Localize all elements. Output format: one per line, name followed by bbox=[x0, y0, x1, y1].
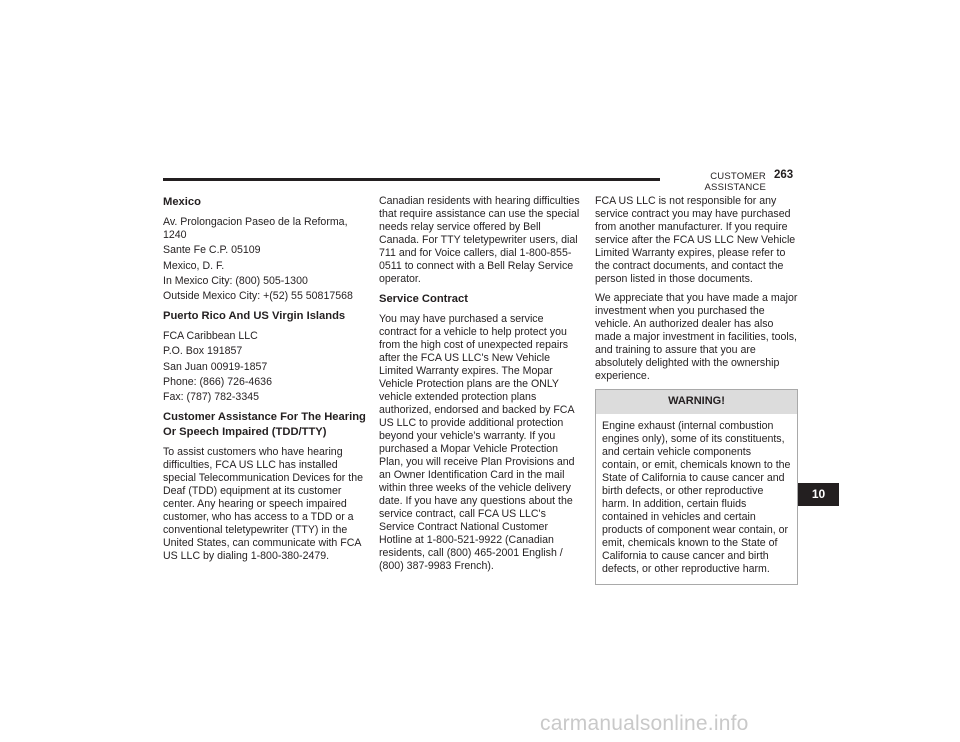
phone-line: Phone: (866) 726-4636 bbox=[163, 376, 272, 389]
address-line: San Juan 00919-1857 bbox=[163, 360, 268, 373]
phone-line: In Mexico City: (800) 505-1300 bbox=[163, 274, 308, 287]
section-title: CUSTOMER ASSISTANCE bbox=[704, 171, 766, 193]
header-rule bbox=[163, 178, 660, 181]
address-line: FCA Caribbean LLC bbox=[163, 330, 258, 343]
canadian-relay-paragraph: Canadian residents with hearing difficulties that require assistance can use the special needs relay service offered by Bell Canada. For TTY teletypewriter users, dial 711 and for Voice callers, dial 1-800-855-0511 to connect with a Bell Relay Service operator. bbox=[379, 195, 580, 285]
phone-line: Outside Mexico City: +(52) 55 50817568 bbox=[163, 290, 353, 303]
service-contract-paragraph: You may have purchased a service contract for a vehicle to help protect you from the high cost of unexpected repairs after the FCA US LLC's New Vehicle Limited Warranty expires. The Mopar Vehicle Protection plans are the ONLY vehicle extended protection plans authorized, endorsed and backed by FCA US LLC to provide additional protection beyond your vehicle’s warranty. If you purchased a Mopar Vehicle Protection Plan, you will receive Plan Provisions and an Owner Identification Card in the mail within three weeks of the vehicle delivery date. If you have any questions about the service contract, call FCA US LLC's Service Contract National Customer Hotline at 1-800-521-9922 (Canadian residents, call (800) 465-2001 English / (800) 387-9983 French). bbox=[379, 313, 575, 572]
heading-service-contract: Service Contract bbox=[379, 293, 468, 305]
heading-mexico: Mexico bbox=[163, 196, 201, 208]
responsibility-paragraph: FCA US LLC is not responsible for any service contract you may have purchased from another manufacturer. If you require service after the FCA US LLC New Vehicle Limited Warranty expires, please refer to the contract documents, and contact the person listed in those documents. bbox=[595, 195, 796, 285]
heading-hearing-impaired: Customer Assistance For The Hearing Or Speech Impaired (TDD/TTY) bbox=[163, 411, 366, 439]
column-1 bbox=[163, 195, 366, 569]
warning-text: Engine exhaust (internal combustion engines only), some of its constituents, and certain vehicle components contain, or emit, chemicals known to the State of California to cause cancer and birth defects, or other reproductive harm. In addition, certain fluids contained in vehicles and certain products of component wear contain, or emit, chemicals known to the State of California to cause cancer and birth defects, or other reproductive harm. bbox=[602, 420, 791, 575]
appreciation-paragraph: We appreciate that you have made a major investment when you purchased the vehicle. An authorized dealer has also made a major investment in facilities, tools, and training to assure that you are absolutely delighted with the ownership experience. bbox=[595, 292, 798, 382]
address-line: Mexico, D. F. bbox=[163, 259, 225, 272]
watermark: carmanualsonline.info bbox=[540, 712, 749, 735]
chapter-tab: 10 bbox=[798, 483, 839, 506]
warning-title: WARNING! bbox=[596, 390, 797, 414]
page-number: 263 bbox=[774, 169, 794, 181]
column-3 bbox=[595, 195, 798, 585]
heading-puerto-rico: Puerto Rico And US Virgin Islands bbox=[163, 310, 346, 323]
fax-line: Fax: (787) 782-3345 bbox=[163, 391, 259, 404]
address-line: P.O. Box 191857 bbox=[163, 345, 243, 358]
warning-box bbox=[595, 389, 798, 585]
hearing-impaired-paragraph: To assist customers who have hearing difficulties, FCA US LLC has installed special Telecommunication Devices for the Deaf (TDD) equipment at its customer center. Any hearing or speech impaired customer, who has access to a TDD or a conventional teletypewriter (TTY) in the United States, can communicate with FCA US LLC by dialing 1-800-380-2479. bbox=[163, 446, 364, 563]
address-line: Sante Fe C.P. 05109 bbox=[163, 244, 261, 257]
column-2 bbox=[379, 195, 581, 579]
address-line: Av. Prolongacion Paseo de la Reforma, 1240 bbox=[163, 216, 348, 241]
